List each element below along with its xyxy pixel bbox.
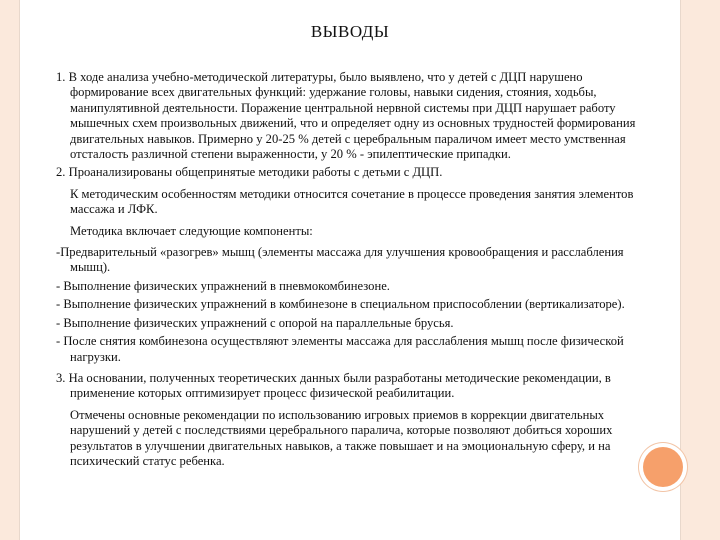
component-item: - Выполнение физических упражнений с опорой на параллельные брусья.: [56, 315, 454, 330]
method-features-text: К методическим особенностям методики относится сочетание в процессе проведения занятия элементов массажа и ЛФК.: [70, 186, 634, 217]
component-item: - Выполнение физических упражнений в комбинезоне в специальном приспособлении (вертикализаторе).: [56, 297, 625, 312]
conclusion-3: 3. На основании, полученных теоретических данных были разработаны методические рекомендации, в применение которых оптимизирует процесс физической реабилитации.: [56, 370, 611, 401]
circle-ornament-icon: [643, 447, 683, 487]
component-item: - Выполнение физических упражнений в пневмокомбинезоне.: [56, 278, 390, 293]
conclusion-1: 1. В ходе анализа учебно-методической литературы, было выявлено, что у детей с ДЦП нарушено формирование всех двигательных функций: удержание головы, навыки сидения, стояния, ходьбы, манипулятивной деятельности. Поражение центральной нервной системы при ДЦП нарушает работу мышечных схем произвольных движений, что и определяет одну из основных трудностей формирования двигательных навыков. Примерно у 20-25 % детей с церебральным параличом имеет место умственная отсталость различной степени выраженности, у 20 % - эпилептические припадки.: [56, 70, 636, 162]
method-components-heading: Методика включает следующие компоненты:: [70, 223, 313, 238]
component-item: - После снятия комбинезона осуществляют элементы массажа для расслабления мышц после физической нагрузки.: [56, 334, 624, 364]
page-title: ВЫВОДЫ: [310, 22, 390, 41]
recommendations-text: Отмечены основные рекомендации по использованию игровых приемов в коррекции двигательных нарушений у детей с последствиями церебрального паралича, которые позволяют добиться хороших результатов в улучшении двигательных навыков, а также повышает и на эмоциональную сферу, и на психический статус ребенка.: [70, 407, 613, 468]
component-item: -Предварительный «разогрев» мышц (элементы массажа для улучшения кровообращения и расслабления мышц).: [56, 245, 624, 275]
conclusions-body: [56, 70, 656, 469]
conclusion-2: 2. Проанализированы общепринятые методики работы с детьми с ДЦП.: [56, 165, 443, 180]
slide-page: [20, 0, 680, 540]
